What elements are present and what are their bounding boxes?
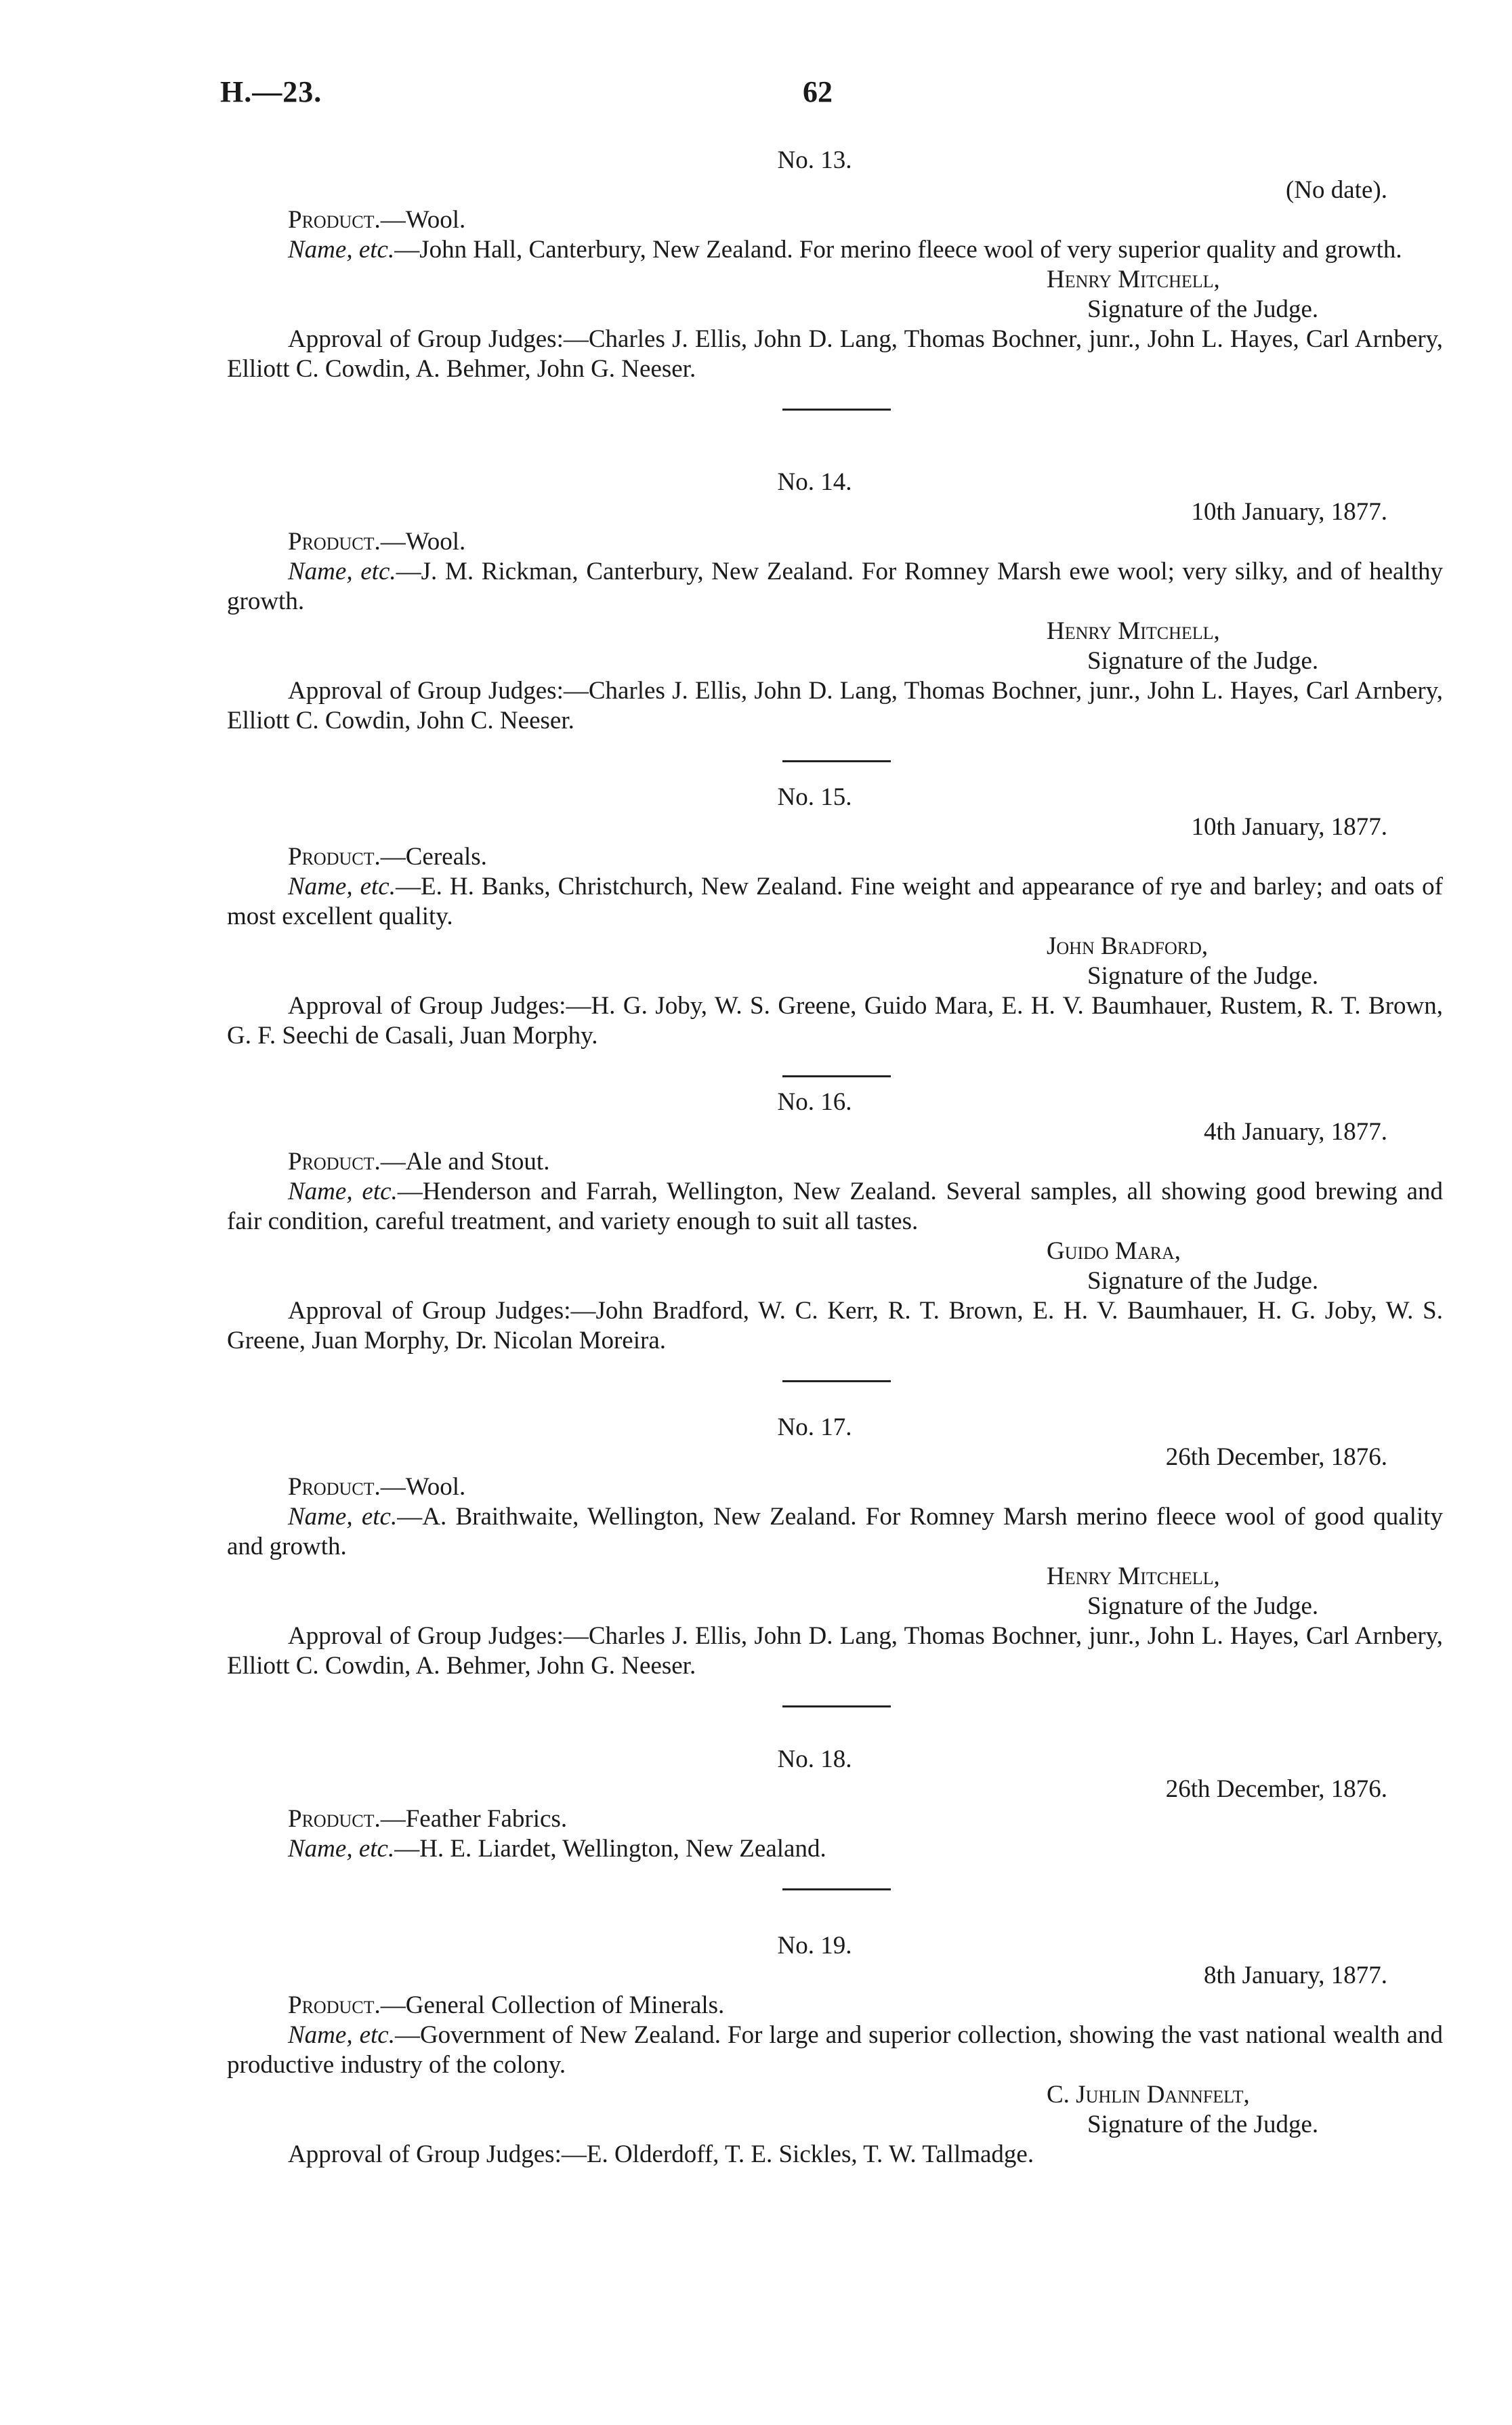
entry-date: 10th January, 1877. xyxy=(1191,498,1387,526)
name-line xyxy=(227,2020,1443,2080)
name-label: Name, etc. xyxy=(288,873,396,900)
name-line xyxy=(227,1502,1443,1562)
award-entry-18 xyxy=(227,1745,1443,1890)
product-label: Product. xyxy=(288,1991,381,2019)
approval-line: Approval of Group Judges:—Charles J. Ellis, John D. Lang, Thomas Bochner, junr., John L. Hayes, Carl Arnbery, Elliott C. Cowdin, John C. Neeser. xyxy=(227,677,1443,734)
product-label: Product. xyxy=(288,206,381,234)
entry-date: 26th December, 1876. xyxy=(1165,1443,1387,1471)
entry-date: 10th January, 1877. xyxy=(1191,813,1387,841)
name-text: —Henderson and Farrah, Wellington, New Zealand. Several samples, all showing good brewing and fair condition, careful treatment, and variety enough to suit all tastes. xyxy=(227,1178,1444,1235)
product-line xyxy=(227,205,1443,235)
product-line xyxy=(227,1804,1443,1834)
judge-name: Henry Mitchell, xyxy=(1047,266,1220,293)
name-text: —A. Braithwaite, Wellington, New Zealand. For Romney Marsh merino fleece wool of good quality and growth. xyxy=(227,1503,1444,1560)
entry-date: 26th December, 1876. xyxy=(1165,1775,1387,1803)
product-value: —Wool. xyxy=(380,1473,466,1501)
entry-number: No. 17. xyxy=(777,1413,852,1441)
name-line xyxy=(227,235,1443,265)
product-line xyxy=(227,527,1443,557)
name-label: Name, etc. xyxy=(288,1178,398,1205)
approval-line: Approval of Group Judges:—Charles J. Ellis, John D. Lang, Thomas Bochner, junr., John L. Hayes, Carl Arnbery, Elliott C. Cowdin, A. Behmer, John G. Neeser. xyxy=(227,1622,1443,1680)
name-text: —E. H. Banks, Christchurch, New Zealand. Fine weight and appearance of rye and barley; and oats of most excellent quality. xyxy=(227,873,1443,930)
judge-signature-title: Signature of the Judge. xyxy=(1087,2111,1319,2138)
name-line xyxy=(227,1834,1443,1864)
judge-signature-title: Signature of the Judge. xyxy=(1087,962,1319,990)
award-entry-16 xyxy=(227,1087,1443,1382)
judge-signature-title: Signature of the Judge. xyxy=(1087,295,1319,323)
separator-rule xyxy=(782,409,891,411)
product-value: —Wool. xyxy=(380,206,466,234)
name-text: —J. M. Rickman, Canterbury, New Zealand. For Romney Marsh ewe wool; very silky, and of healthy growth. xyxy=(227,558,1443,615)
award-entry-14 xyxy=(227,468,1443,762)
name-text: —Government of New Zealand. For large and superior collection, showing the vast national wealth and productive industry of the colony. xyxy=(227,2021,1443,2079)
product-line xyxy=(227,1991,1443,2020)
award-entry-15 xyxy=(227,783,1443,1077)
name-label: Name, etc. xyxy=(288,2021,395,2049)
product-label: Product. xyxy=(288,1805,381,1833)
entry-date: (No date). xyxy=(1286,176,1387,204)
document-reference: H.—23. xyxy=(220,75,322,108)
award-entry-19 xyxy=(227,1931,1443,2170)
separator-rule xyxy=(782,1380,891,1382)
product-line xyxy=(227,1147,1443,1177)
judge-name: Henry Mitchell, xyxy=(1047,1562,1220,1590)
approval-line: Approval of Group Judges:—H. G. Joby, W. S. Greene, Guido Mara, E. H. V. Baumhauer, Rustem, R. T. Brown, G. F. Seechi de Casali, Juan Morphy. xyxy=(227,992,1443,1050)
product-value: —Wool. xyxy=(380,528,466,556)
separator-rule xyxy=(782,1888,891,1890)
product-label: Product. xyxy=(288,1148,381,1176)
product-value: —Feather Fabrics. xyxy=(380,1805,568,1833)
separator-rule xyxy=(782,1075,891,1077)
product-line xyxy=(227,1472,1443,1502)
name-label: Name, etc. xyxy=(288,1835,395,1863)
entry-number: No. 16. xyxy=(777,1088,852,1116)
entry-number: No. 15. xyxy=(777,783,852,811)
name-line xyxy=(227,557,1443,617)
name-label: Name, etc. xyxy=(288,558,396,585)
entry-number: No. 13. xyxy=(777,146,852,174)
entry-date: 8th January, 1877. xyxy=(1204,1962,1387,1989)
entry-number: No. 14. xyxy=(777,468,852,496)
name-line xyxy=(227,1177,1443,1237)
page-number: 62 xyxy=(803,75,833,108)
judge-name: C. Juhlin Dannfelt, xyxy=(1047,2081,1250,2109)
name-label: Name, etc. xyxy=(288,236,395,264)
product-value: —Cereals. xyxy=(380,843,487,871)
approval-line: Approval of Group Judges:—E. Olderdoff, T. E. Sickles, T. W. Tallmadge. xyxy=(288,2140,1034,2168)
approval-line: Approval of Group Judges:—John Bradford, W. C. Kerr, R. T. Brown, E. H. V. Baumhauer, H. G. Joby, W. S. Greene, Juan Morphy, Dr. Nicolan Moreira. xyxy=(227,1297,1443,1354)
product-label: Product. xyxy=(288,528,381,556)
product-label: Product. xyxy=(288,843,381,871)
judge-signature-title: Signature of the Judge. xyxy=(1087,1267,1319,1295)
entry-number: No. 19. xyxy=(777,1932,852,1960)
name-line xyxy=(227,872,1443,932)
judge-name: John Bradford, xyxy=(1047,932,1209,960)
approval-line: Approval of Group Judges:—Charles J. Ellis, John D. Lang, Thomas Bochner, junr., John L. Hayes, Carl Arnbery, Elliott C. Cowdin, A. Behmer, John G. Neeser. xyxy=(227,325,1443,383)
entry-date: 4th January, 1877. xyxy=(1204,1118,1387,1146)
judge-signature-title: Signature of the Judge. xyxy=(1087,647,1319,675)
separator-rule xyxy=(782,1705,891,1707)
award-entry-17 xyxy=(227,1413,1443,1707)
entry-number: No. 18. xyxy=(777,1745,852,1773)
judge-name: Guido Mara, xyxy=(1047,1237,1181,1265)
award-entry-13 xyxy=(227,146,1443,411)
judge-name: Henry Mitchell, xyxy=(1047,617,1220,645)
separator-rule xyxy=(782,760,891,762)
product-label: Product. xyxy=(288,1473,381,1501)
product-value: —Ale and Stout. xyxy=(380,1148,550,1176)
product-line xyxy=(227,842,1443,872)
name-text: —John Hall, Canterbury, New Zealand. For merino fleece wool of very superior quality and growth. xyxy=(394,236,1402,264)
name-text: —H. E. Liardet, Wellington, New Zealand. xyxy=(394,1835,826,1863)
name-label: Name, etc. xyxy=(288,1503,398,1531)
product-value: —General Collection of Minerals. xyxy=(380,1991,725,2019)
judge-signature-title: Signature of the Judge. xyxy=(1087,1592,1319,1620)
